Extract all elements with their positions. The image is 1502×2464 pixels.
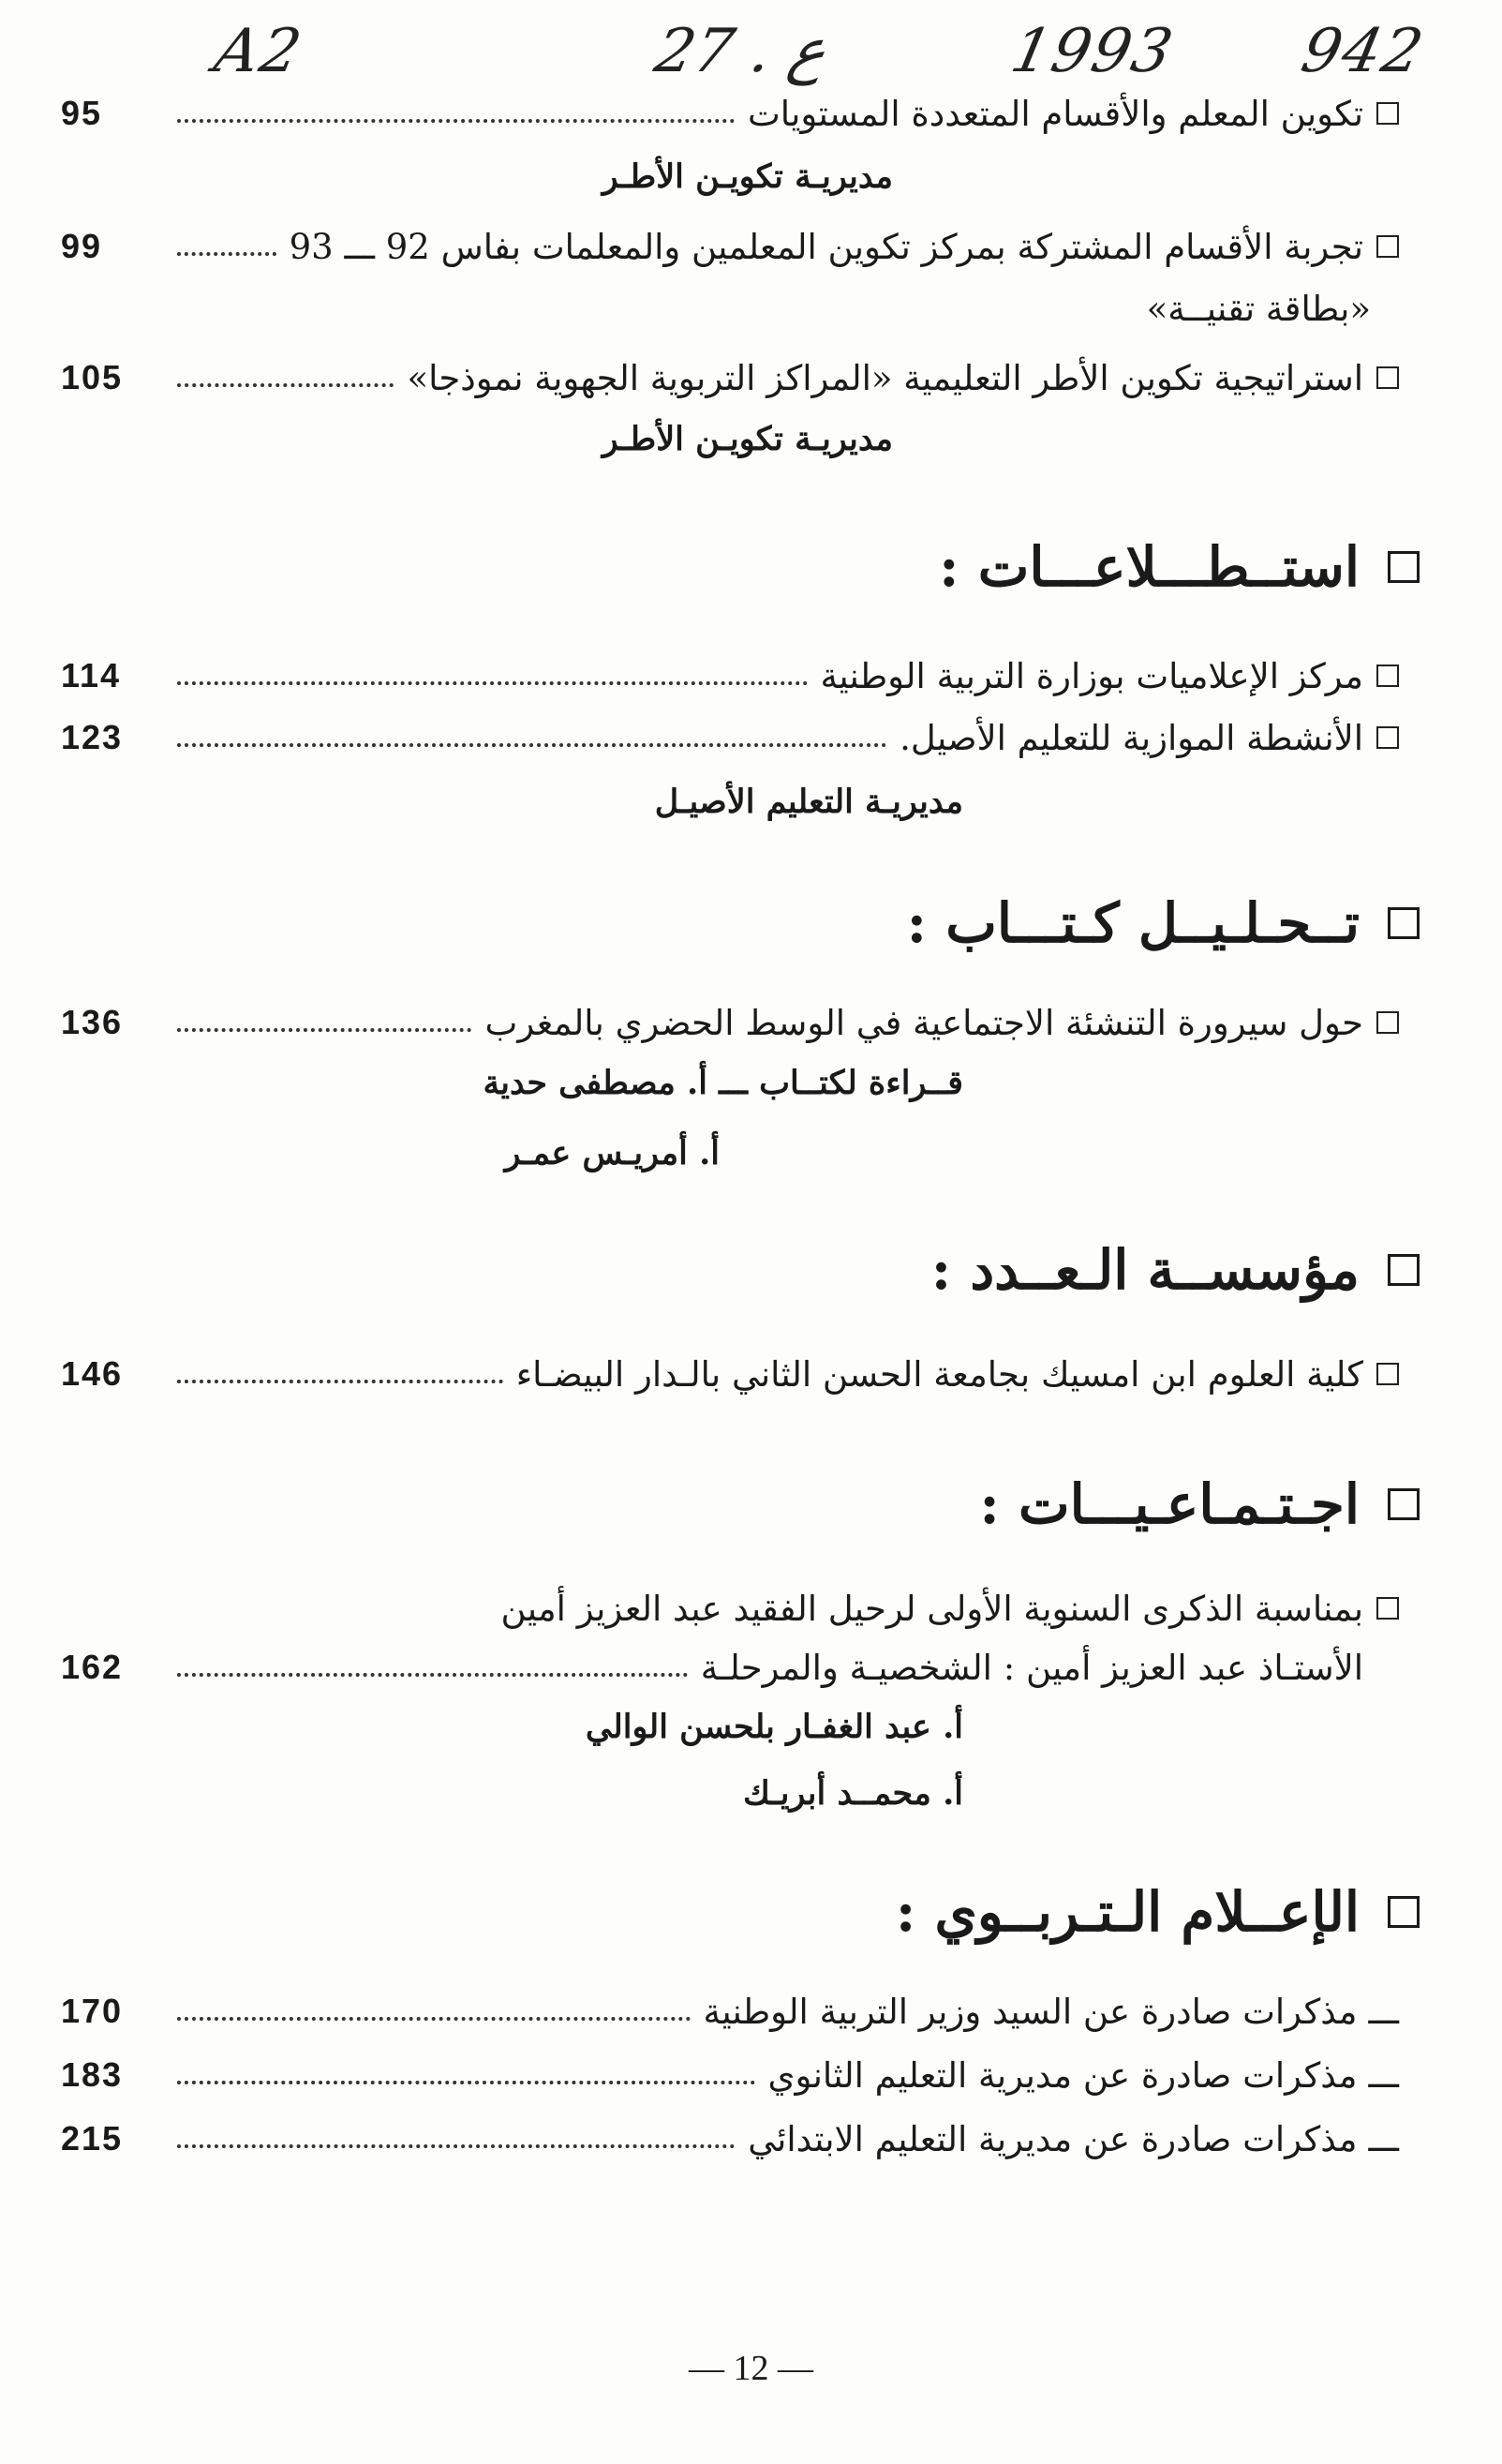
toc-entry (61, 993, 1399, 1052)
list-dash: ـــ (1368, 1991, 1399, 2032)
checkbox-icon (1376, 1011, 1399, 1034)
page-number: 162 (61, 1648, 124, 1686)
dot-leader (177, 743, 886, 747)
section-heading-educational-media (896, 1870, 1420, 1954)
toc-entry (61, 1345, 1399, 1403)
dot-leader (177, 1380, 503, 1383)
checkbox-icon (1376, 1363, 1399, 1385)
entry-title: الأستـاذ عبد العزيز أمين : الشخصيـة والمرحلـة (700, 1647, 1363, 1688)
entry-title: الأنشطة الموازية للتعليم الأصيل. (900, 717, 1363, 758)
entry-title: كلية العلوم ابن امسيك بجامعة الحسن الثاني بالـدار البيضـاء (515, 1353, 1363, 1395)
toc-entry (61, 349, 1399, 407)
dot-leader (177, 383, 394, 387)
toc-entry (61, 84, 1399, 142)
page-number: 136 (61, 1003, 124, 1041)
article-author: أ. عبد الغفـار بلحسن الوالي (585, 1708, 963, 1746)
dot-leader (177, 2017, 691, 2021)
checkbox-icon (1388, 1488, 1420, 1520)
page-number: 114 (61, 656, 122, 694)
handwritten-annotation-1: A2 (208, 17, 309, 86)
dot-leader (177, 1673, 688, 1677)
toc-entry-continuation (61, 1638, 1399, 1696)
entry-title: تكوين المعلم والأقسام المتعددة المستويات (747, 93, 1363, 134)
page-number: 123 (61, 718, 124, 756)
page-footer-number: — 12 — (689, 2349, 813, 2388)
review-author: أ. أمريـس عمـر (504, 1134, 720, 1172)
toc-entry (61, 709, 1399, 767)
entry-title: مذكرات صادرة عن مديرية التعليم الثانوي (767, 2054, 1358, 2096)
dot-leader (177, 2144, 735, 2148)
dot-leader (177, 2081, 755, 2084)
dot-leader (177, 119, 735, 123)
article-author: أ. محمــد أبريـك (742, 1774, 963, 1813)
dot-leader (177, 252, 276, 256)
page-number: 215 (61, 2119, 124, 2158)
section-heading-surveys (939, 525, 1420, 609)
source-label: مديريـة تكويـن الأطـر (602, 157, 893, 196)
checkbox-icon (1388, 1896, 1420, 1928)
page-number: 170 (61, 1992, 124, 2030)
handwritten-annotation-3: 1993 (1004, 17, 1181, 86)
dot-leader (177, 681, 808, 685)
checkbox-icon (1388, 907, 1420, 939)
section-heading-institution (931, 1228, 1420, 1312)
toc-entry (61, 2046, 1399, 2104)
list-dash: ـــ (1368, 2054, 1399, 2096)
handwritten-annotation-2: 27 . ع (648, 17, 834, 86)
entry-title: بمناسبة الذكرى السنوية الأولى لرحيل الفقيد عبد العزيز أمين (500, 1588, 1363, 1629)
checkbox-icon (1376, 726, 1399, 749)
checkbox-icon (1376, 102, 1399, 125)
entry-title: مذكرات صادرة عن مديرية التعليم الابتدائي (748, 2118, 1358, 2159)
source-label: مديريـة تكويـن الأطـر (602, 420, 893, 458)
entry-title: مذكرات صادرة عن السيد وزير التربية الوطنية (703, 1991, 1358, 2032)
checkbox-icon (1376, 1597, 1399, 1620)
checkbox-icon (1388, 1254, 1420, 1286)
checkbox-icon (1388, 551, 1420, 583)
section-title: تــحـلـيــل كـتـــاب : (906, 891, 1360, 955)
handwritten-annotation-4: 942 (1295, 17, 1431, 86)
toc-entry (61, 1982, 1399, 2040)
entry-continuation: «بطاقة تقنيــة» (1146, 289, 1371, 329)
entry-title: استراتيجية تكوين الأطر التعليمية «المراكز التربوية الجهوية نموذجا» (407, 357, 1363, 398)
section-title: مؤسســة الـعــدد : (930, 1238, 1360, 1302)
review-credit: قــراءة لكتــاب ـــ أ. مصطفى حدية (483, 1064, 963, 1102)
dot-leader (177, 1028, 471, 1032)
entry-title: مركز الإعلاميات بوزارة التربية الوطنية (820, 655, 1363, 696)
toc-entry (61, 2110, 1399, 2168)
section-title: استــطـــلاعـــات : (939, 535, 1360, 599)
page-number: 95 (61, 94, 103, 132)
section-title: الإعــلام الـتـربــوي : (895, 1880, 1360, 1944)
section-heading-book-review (907, 881, 1420, 965)
checkbox-icon (1376, 665, 1399, 687)
entry-title: حول سيرورة التنشئة الاجتماعية في الوسط الحضري بالمغرب (484, 1002, 1363, 1043)
page-number: 183 (61, 2055, 124, 2094)
toc-entry (61, 217, 1399, 276)
page-number: 146 (61, 1354, 124, 1393)
toc-entry (61, 1579, 1399, 1637)
checkbox-icon (1376, 235, 1399, 258)
page-number: 105 (61, 358, 124, 396)
section-title: اجـتـمـاعـيـــات : (979, 1472, 1360, 1536)
section-heading-social (979, 1462, 1420, 1546)
list-dash: ـــ (1368, 2118, 1399, 2159)
page-number: 99 (61, 227, 103, 265)
checkbox-icon (1376, 366, 1399, 389)
source-label: مديريـة التعليم الأصيـل (654, 783, 963, 821)
entry-title: تجربة الأقسام المشتركة بمركز تكوين المعلمين والمعلمات بفاس 92 ـــ 93 (289, 226, 1363, 267)
toc-entry (61, 647, 1399, 705)
